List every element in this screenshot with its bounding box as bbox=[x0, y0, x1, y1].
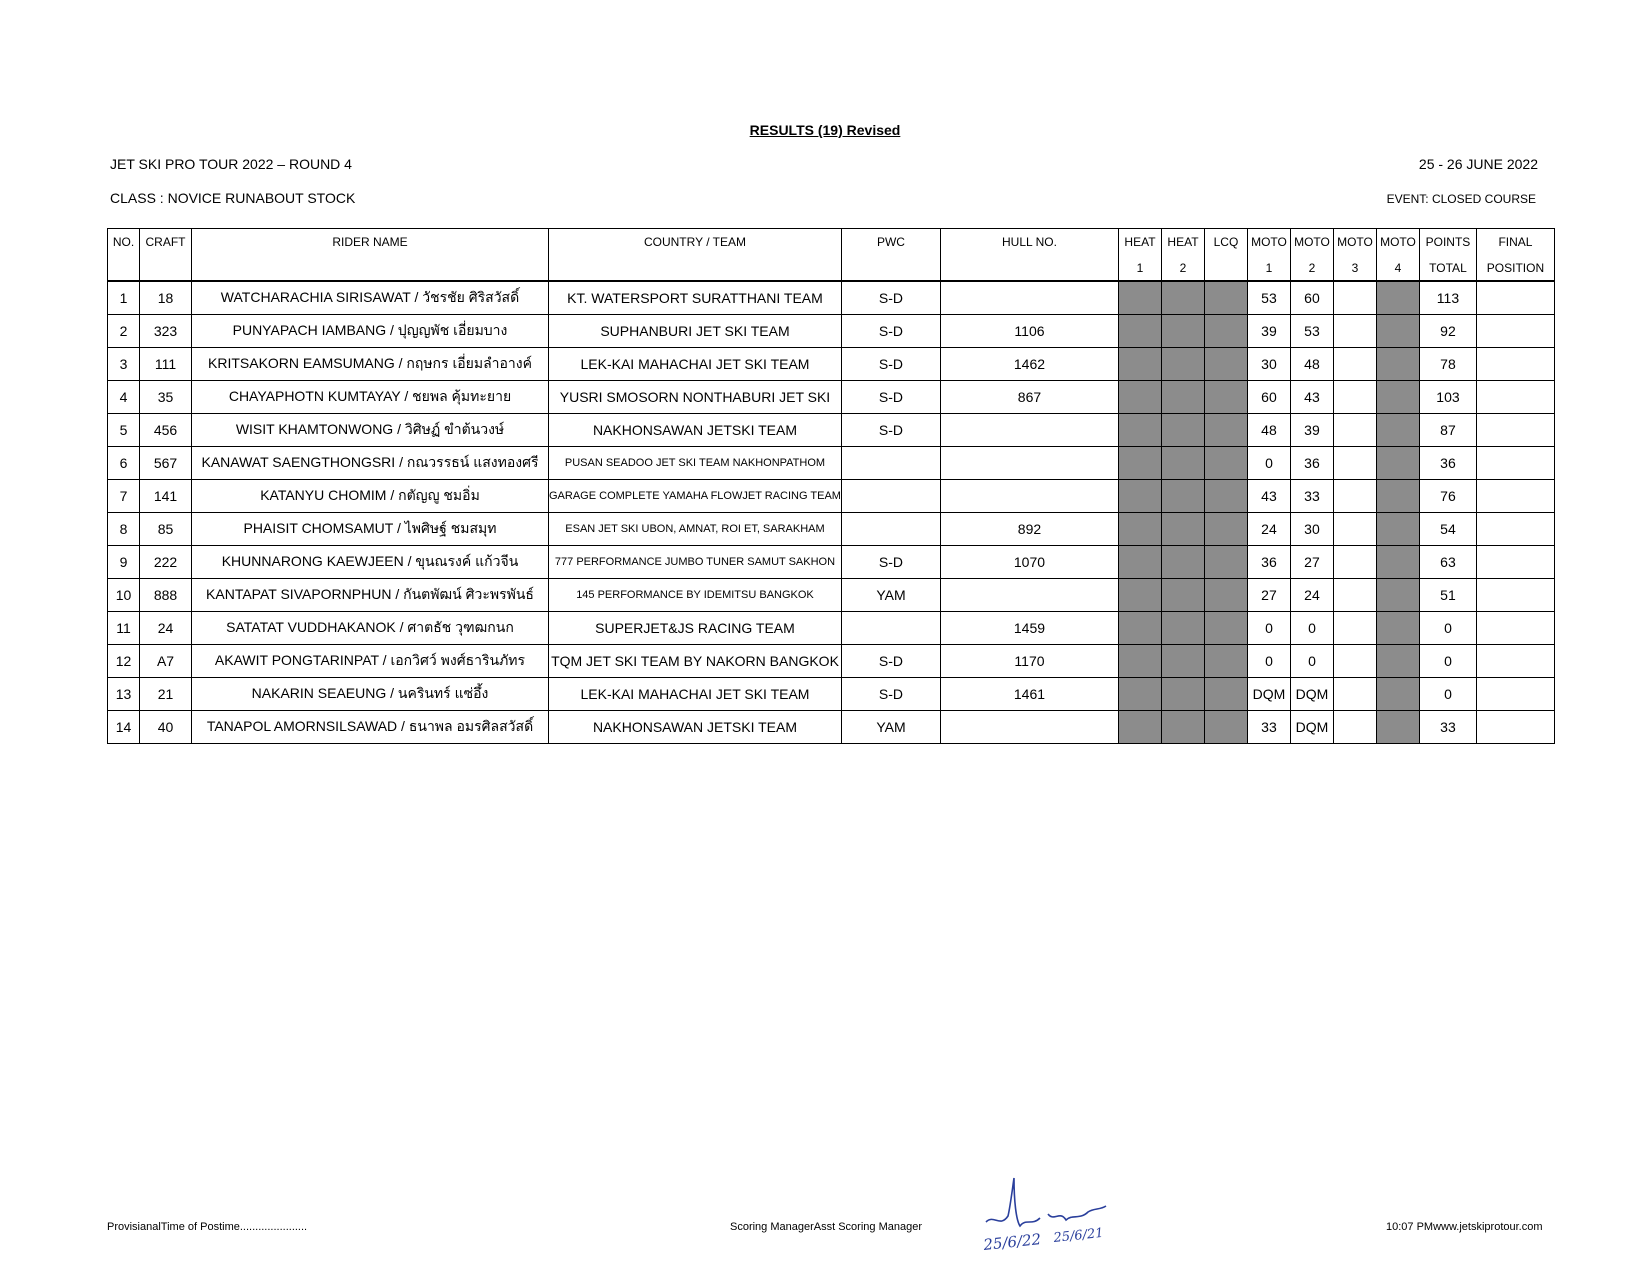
row-heat1 bbox=[1118, 414, 1161, 447]
row-moto1: 39 bbox=[1247, 315, 1290, 348]
row-craft: A7 bbox=[140, 645, 192, 678]
row-moto2: 24 bbox=[1290, 579, 1333, 612]
row-no: 8 bbox=[108, 513, 140, 546]
class-label: CLASS : NOVICE RUNABOUT STOCK bbox=[110, 190, 356, 206]
col-team: COUNTRY / TEAM bbox=[549, 229, 842, 256]
row-lcq bbox=[1204, 711, 1247, 744]
signature-image bbox=[980, 1170, 1120, 1260]
row-team: YUSRI SMOSORN NONTHABURI JET SKI bbox=[549, 381, 842, 414]
col-final-position: POSITION bbox=[1476, 255, 1554, 281]
row-hull: 1462 bbox=[940, 348, 1118, 381]
col-moto2: MOTO bbox=[1290, 229, 1333, 256]
table-row bbox=[108, 447, 1555, 480]
col-moto4-num: 4 bbox=[1376, 255, 1419, 281]
row-heat2 bbox=[1161, 645, 1204, 678]
signature-date-2: 25/6/21 bbox=[1052, 1225, 1105, 1246]
row-lcq bbox=[1204, 480, 1247, 513]
col-rider: RIDER NAME bbox=[192, 229, 549, 256]
table-row bbox=[108, 348, 1555, 381]
row-moto3 bbox=[1333, 678, 1376, 711]
row-moto4 bbox=[1376, 414, 1419, 447]
row-moto3 bbox=[1333, 281, 1376, 315]
row-hull bbox=[940, 579, 1118, 612]
footer-provisional: ProvisianalTime of Postime...................... bbox=[107, 1221, 308, 1233]
row-pwc bbox=[841, 447, 940, 480]
row-total: 0 bbox=[1419, 645, 1476, 678]
row-no: 13 bbox=[108, 678, 140, 711]
row-hull: 867 bbox=[940, 381, 1118, 414]
row-moto1: 33 bbox=[1247, 711, 1290, 744]
row-moto1: 60 bbox=[1247, 381, 1290, 414]
row-moto4 bbox=[1376, 678, 1419, 711]
col-heat2: HEAT bbox=[1161, 229, 1204, 256]
row-total: 76 bbox=[1419, 480, 1476, 513]
row-no: 4 bbox=[108, 381, 140, 414]
row-moto1: 0 bbox=[1247, 645, 1290, 678]
row-final bbox=[1476, 678, 1554, 711]
row-pwc: S-D bbox=[841, 315, 940, 348]
row-final bbox=[1476, 281, 1554, 315]
row-heat2 bbox=[1161, 711, 1204, 744]
row-rider: AKAWIT PONGTARINPAT / เอกวิศว์ พงศ์ธารินภัทร bbox=[192, 645, 549, 678]
row-moto3 bbox=[1333, 579, 1376, 612]
table-row bbox=[108, 315, 1555, 348]
table-row bbox=[108, 711, 1555, 744]
row-total: 33 bbox=[1419, 711, 1476, 744]
row-moto2: 53 bbox=[1290, 315, 1333, 348]
row-craft: 222 bbox=[140, 546, 192, 579]
col-final: FINAL bbox=[1476, 229, 1554, 256]
row-lcq bbox=[1204, 381, 1247, 414]
row-team: PUSAN SEADOO JET SKI TEAM NAKHONPATHOM bbox=[549, 447, 842, 480]
table-row bbox=[108, 480, 1555, 513]
row-final bbox=[1476, 612, 1554, 645]
results-table bbox=[107, 228, 1555, 744]
row-team: KT. WATERSPORT SURATTHANI TEAM bbox=[549, 281, 842, 315]
header-row bbox=[108, 229, 1555, 256]
row-lcq bbox=[1204, 281, 1247, 315]
row-no: 14 bbox=[108, 711, 140, 744]
row-team: SUPERJET&JS RACING TEAM bbox=[549, 612, 842, 645]
row-moto4 bbox=[1376, 513, 1419, 546]
row-moto2: 27 bbox=[1290, 546, 1333, 579]
row-lcq bbox=[1204, 645, 1247, 678]
row-heat1 bbox=[1118, 678, 1161, 711]
row-moto1: 36 bbox=[1247, 546, 1290, 579]
row-lcq bbox=[1204, 315, 1247, 348]
row-no: 3 bbox=[108, 348, 140, 381]
row-hull: 1106 bbox=[940, 315, 1118, 348]
row-heat2 bbox=[1161, 315, 1204, 348]
event-name: JET SKI PRO TOUR 2022 – ROUND 4 bbox=[110, 156, 352, 172]
row-team: NAKHONSAWAN JETSKI TEAM bbox=[549, 711, 842, 744]
row-final bbox=[1476, 480, 1554, 513]
row-final bbox=[1476, 381, 1554, 414]
row-final bbox=[1476, 414, 1554, 447]
row-no: 5 bbox=[108, 414, 140, 447]
row-final bbox=[1476, 645, 1554, 678]
row-moto2: 33 bbox=[1290, 480, 1333, 513]
row-hull: 1070 bbox=[940, 546, 1118, 579]
row-hull bbox=[940, 281, 1118, 315]
row-heat1 bbox=[1118, 645, 1161, 678]
row-moto2: DQM bbox=[1290, 678, 1333, 711]
footer-time-site: 10:07 PMwww.jetskiprotour.com bbox=[1386, 1221, 1543, 1233]
row-pwc bbox=[841, 513, 940, 546]
row-heat1 bbox=[1118, 579, 1161, 612]
table-row bbox=[108, 645, 1555, 678]
row-rider: KHUNNARONG KAEWJEEN / ขุนณรงค์ แก้วจีน bbox=[192, 546, 549, 579]
row-moto4 bbox=[1376, 480, 1419, 513]
row-moto1: 27 bbox=[1247, 579, 1290, 612]
header-row-sub bbox=[108, 255, 1555, 281]
row-total: 92 bbox=[1419, 315, 1476, 348]
row-final bbox=[1476, 348, 1554, 381]
row-lcq bbox=[1204, 513, 1247, 546]
row-craft: 85 bbox=[140, 513, 192, 546]
row-heat1 bbox=[1118, 711, 1161, 744]
row-pwc: S-D bbox=[841, 678, 940, 711]
col-lcq: LCQ bbox=[1204, 229, 1247, 256]
col-no: NO. bbox=[108, 229, 140, 256]
row-craft: 24 bbox=[140, 612, 192, 645]
row-team: TQM JET SKI TEAM BY NAKORN BANGKOK bbox=[549, 645, 842, 678]
row-moto3 bbox=[1333, 414, 1376, 447]
row-craft: 456 bbox=[140, 414, 192, 447]
results-body bbox=[108, 281, 1555, 744]
row-pwc: S-D bbox=[841, 546, 940, 579]
row-hull: 1461 bbox=[940, 678, 1118, 711]
row-final bbox=[1476, 579, 1554, 612]
row-moto1: 53 bbox=[1247, 281, 1290, 315]
row-moto1: 24 bbox=[1247, 513, 1290, 546]
table-row bbox=[108, 381, 1555, 414]
row-rider: WISIT KHAMTONWONG / วิศิษฏ์ ขำต้นวงษ์ bbox=[192, 414, 549, 447]
row-craft: 18 bbox=[140, 281, 192, 315]
row-moto4 bbox=[1376, 315, 1419, 348]
row-heat2 bbox=[1161, 678, 1204, 711]
row-no: 9 bbox=[108, 546, 140, 579]
col-heat1: HEAT bbox=[1118, 229, 1161, 256]
row-moto4 bbox=[1376, 579, 1419, 612]
row-heat2 bbox=[1161, 612, 1204, 645]
row-pwc: S-D bbox=[841, 414, 940, 447]
row-no: 7 bbox=[108, 480, 140, 513]
row-team: 145 PERFORMANCE BY IDEMITSU BANGKOK bbox=[549, 579, 842, 612]
row-team: NAKHONSAWAN JETSKI TEAM bbox=[549, 414, 842, 447]
table-row bbox=[108, 579, 1555, 612]
row-heat1 bbox=[1118, 513, 1161, 546]
row-hull: 892 bbox=[940, 513, 1118, 546]
row-team: SUPHANBURI JET SKI TEAM bbox=[549, 315, 842, 348]
row-team: GARAGE COMPLETE YAMAHA FLOWJET RACING TEAM bbox=[549, 480, 842, 513]
footer-scoring: Scoring ManagerAsst Scoring Manager bbox=[730, 1221, 922, 1233]
row-heat1 bbox=[1118, 281, 1161, 315]
row-moto4 bbox=[1376, 281, 1419, 315]
row-rider: CHAYAPHOTN KUMTAYAY / ชยพล คุ้มทะยาย bbox=[192, 381, 549, 414]
row-hull bbox=[940, 480, 1118, 513]
row-moto1: 43 bbox=[1247, 480, 1290, 513]
row-lcq bbox=[1204, 447, 1247, 480]
col-moto3: MOTO bbox=[1333, 229, 1376, 256]
row-heat2 bbox=[1161, 480, 1204, 513]
row-team: LEK-KAI MAHACHAI JET SKI TEAM bbox=[549, 348, 842, 381]
row-heat1 bbox=[1118, 348, 1161, 381]
row-hull bbox=[940, 447, 1118, 480]
col-moto1: MOTO bbox=[1247, 229, 1290, 256]
row-rider: WATCHARACHIA SIRISAWAT / วัชรชัย ศิริสวัสดิ์ bbox=[192, 281, 549, 315]
row-craft: 323 bbox=[140, 315, 192, 348]
row-moto1: 30 bbox=[1247, 348, 1290, 381]
col-hull: HULL NO. bbox=[940, 229, 1118, 256]
row-craft: 567 bbox=[140, 447, 192, 480]
row-final bbox=[1476, 711, 1554, 744]
row-team: 777 PERFORMANCE JUMBO TUNER SAMUT SAKHON bbox=[549, 546, 842, 579]
event-type: EVENT: CLOSED COURSE bbox=[1386, 192, 1536, 206]
row-moto3 bbox=[1333, 447, 1376, 480]
row-heat2 bbox=[1161, 513, 1204, 546]
row-heat2 bbox=[1161, 414, 1204, 447]
row-pwc bbox=[841, 480, 940, 513]
row-rider: PUNYAPACH IAMBANG / ปุญญพัช เอี่ยมบาง bbox=[192, 315, 549, 348]
row-hull: 1459 bbox=[940, 612, 1118, 645]
row-rider: KATANYU CHOMIM / กตัญญู ชมอิ่ม bbox=[192, 480, 549, 513]
row-heat1 bbox=[1118, 480, 1161, 513]
row-heat2 bbox=[1161, 447, 1204, 480]
row-craft: 111 bbox=[140, 348, 192, 381]
row-pwc: S-D bbox=[841, 381, 940, 414]
row-heat2 bbox=[1161, 348, 1204, 381]
row-moto4 bbox=[1376, 546, 1419, 579]
col-points: POINTS bbox=[1419, 229, 1476, 256]
row-moto2: 39 bbox=[1290, 414, 1333, 447]
row-moto4 bbox=[1376, 348, 1419, 381]
row-rider: SATATAT VUDDHAKANOK / ศาตธัช วุฑฒกนก bbox=[192, 612, 549, 645]
row-heat1 bbox=[1118, 447, 1161, 480]
row-heat1 bbox=[1118, 612, 1161, 645]
row-heat1 bbox=[1118, 381, 1161, 414]
row-heat2 bbox=[1161, 281, 1204, 315]
row-moto3 bbox=[1333, 546, 1376, 579]
row-moto1: 0 bbox=[1247, 447, 1290, 480]
row-pwc: S-D bbox=[841, 645, 940, 678]
row-total: 113 bbox=[1419, 281, 1476, 315]
row-no: 1 bbox=[108, 281, 140, 315]
table-row bbox=[108, 414, 1555, 447]
row-rider: KANTAPAT SIVAPORNPHUN / กันตพัฒน์ ศิวะพรพันธ์ bbox=[192, 579, 549, 612]
table-row bbox=[108, 281, 1555, 315]
col-points-total: TOTAL bbox=[1419, 255, 1476, 281]
row-craft: 888 bbox=[140, 579, 192, 612]
table-row bbox=[108, 546, 1555, 579]
row-moto2: 36 bbox=[1290, 447, 1333, 480]
row-craft: 35 bbox=[140, 381, 192, 414]
row-final bbox=[1476, 546, 1554, 579]
row-no: 6 bbox=[108, 447, 140, 480]
row-rider: KANAWAT SAENGTHONGSRI / กณวรรธน์ แสงทองศรี bbox=[192, 447, 549, 480]
row-moto3 bbox=[1333, 348, 1376, 381]
row-rider: TANAPOL AMORNSILSAWAD / ธนาพล อมรศิลสวัสดิ์ bbox=[192, 711, 549, 744]
row-final bbox=[1476, 447, 1554, 480]
row-heat1 bbox=[1118, 315, 1161, 348]
row-heat2 bbox=[1161, 546, 1204, 579]
row-no: 10 bbox=[108, 579, 140, 612]
table-row bbox=[108, 678, 1555, 711]
row-pwc: S-D bbox=[841, 348, 940, 381]
row-lcq bbox=[1204, 414, 1247, 447]
page-title: RESULTS (19) Revised bbox=[749, 122, 901, 138]
row-heat2 bbox=[1161, 579, 1204, 612]
row-moto2: 30 bbox=[1290, 513, 1333, 546]
row-moto4 bbox=[1376, 612, 1419, 645]
row-lcq bbox=[1204, 612, 1247, 645]
event-dates: 25 - 26 JUNE 2022 bbox=[1418, 156, 1538, 172]
row-rider: NAKARIN SEAEUNG / นครินทร์ แซ่อึ้ง bbox=[192, 678, 549, 711]
row-lcq bbox=[1204, 579, 1247, 612]
row-pwc: S-D bbox=[841, 281, 940, 315]
row-pwc: YAM bbox=[841, 579, 940, 612]
row-moto3 bbox=[1333, 711, 1376, 744]
row-lcq bbox=[1204, 546, 1247, 579]
col-heat2-num: 2 bbox=[1161, 255, 1204, 281]
row-moto3 bbox=[1333, 315, 1376, 348]
row-total: 51 bbox=[1419, 579, 1476, 612]
row-no: 12 bbox=[108, 645, 140, 678]
row-total: 78 bbox=[1419, 348, 1476, 381]
row-moto2: 48 bbox=[1290, 348, 1333, 381]
row-lcq bbox=[1204, 348, 1247, 381]
row-moto2: 0 bbox=[1290, 645, 1333, 678]
row-total: 0 bbox=[1419, 612, 1476, 645]
row-hull: 1170 bbox=[940, 645, 1118, 678]
row-craft: 141 bbox=[140, 480, 192, 513]
col-pwc: PWC bbox=[841, 229, 940, 256]
row-lcq bbox=[1204, 678, 1247, 711]
row-final bbox=[1476, 315, 1554, 348]
row-heat1 bbox=[1118, 546, 1161, 579]
row-moto4 bbox=[1376, 645, 1419, 678]
row-moto1: 48 bbox=[1247, 414, 1290, 447]
row-craft: 21 bbox=[140, 678, 192, 711]
row-moto2: 43 bbox=[1290, 381, 1333, 414]
row-heat2 bbox=[1161, 381, 1204, 414]
col-moto1-num: 1 bbox=[1247, 255, 1290, 281]
row-pwc: YAM bbox=[841, 711, 940, 744]
col-moto4: MOTO bbox=[1376, 229, 1419, 256]
row-moto3 bbox=[1333, 645, 1376, 678]
row-no: 2 bbox=[108, 315, 140, 348]
col-heat1-num: 1 bbox=[1118, 255, 1161, 281]
table-row bbox=[108, 612, 1555, 645]
row-moto3 bbox=[1333, 612, 1376, 645]
row-moto3 bbox=[1333, 381, 1376, 414]
row-rider: KRITSAKORN EAMSUMANG / กฤษกร เอี่ยมลำอางค์ bbox=[192, 348, 549, 381]
row-pwc bbox=[841, 612, 940, 645]
row-moto3 bbox=[1333, 513, 1376, 546]
row-moto4 bbox=[1376, 381, 1419, 414]
signature-date-1: 25/6/22 bbox=[982, 1230, 1042, 1254]
row-moto2: 0 bbox=[1290, 612, 1333, 645]
table-row bbox=[108, 513, 1555, 546]
row-moto1: DQM bbox=[1247, 678, 1290, 711]
row-total: 54 bbox=[1419, 513, 1476, 546]
col-craft: CRAFT bbox=[140, 229, 192, 256]
col-moto2-num: 2 bbox=[1290, 255, 1333, 281]
row-no: 11 bbox=[108, 612, 140, 645]
row-hull bbox=[940, 711, 1118, 744]
row-total: 63 bbox=[1419, 546, 1476, 579]
row-moto1: 0 bbox=[1247, 612, 1290, 645]
row-moto2: DQM bbox=[1290, 711, 1333, 744]
row-craft: 40 bbox=[140, 711, 192, 744]
row-hull bbox=[940, 414, 1118, 447]
row-team: LEK-KAI MAHACHAI JET SKI TEAM bbox=[549, 678, 842, 711]
row-moto4 bbox=[1376, 711, 1419, 744]
row-total: 36 bbox=[1419, 447, 1476, 480]
row-total: 87 bbox=[1419, 414, 1476, 447]
row-final bbox=[1476, 513, 1554, 546]
row-team: ESAN JET SKI UBON, AMNAT, ROI ET, SARAKHAM bbox=[549, 513, 842, 546]
row-rider: PHAISIT CHOMSAMUT / ไพศิษฐ์ ชมสมุท bbox=[192, 513, 549, 546]
row-total: 103 bbox=[1419, 381, 1476, 414]
row-moto3 bbox=[1333, 480, 1376, 513]
row-total: 0 bbox=[1419, 678, 1476, 711]
col-moto3-num: 3 bbox=[1333, 255, 1376, 281]
row-moto4 bbox=[1376, 447, 1419, 480]
row-moto2: 60 bbox=[1290, 281, 1333, 315]
